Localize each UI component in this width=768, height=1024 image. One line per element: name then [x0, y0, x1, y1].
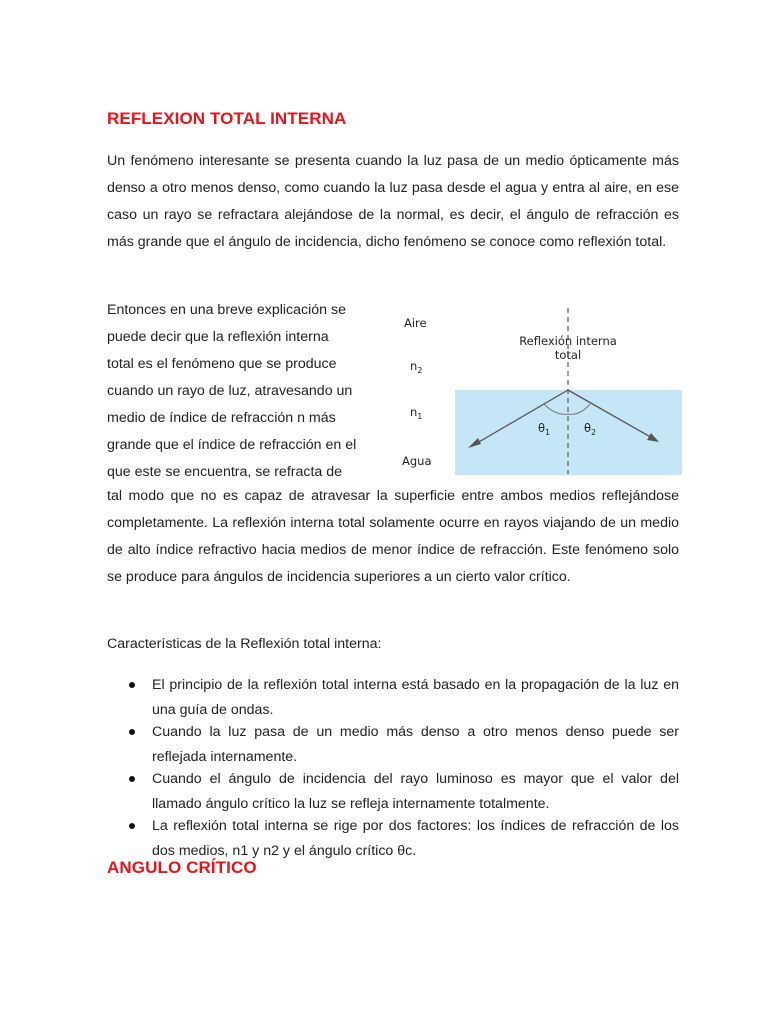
explanation-line: medio de índice de refracción n más: [107, 410, 336, 426]
diagram-svg: [392, 304, 682, 478]
explanation-line: Entonces en una breve explicación se: [107, 302, 346, 318]
explanation-line: que este se encuentra, se refracta de: [107, 464, 343, 480]
list-item: El principio de la reflexión total interna está basado en la propagación de la luz en una guía de ondas.: [107, 673, 679, 720]
n2-label: $n_2$: [410, 359, 423, 375]
heading-reflexion-total-interna: REFLEXION TOTAL INTERNA: [107, 109, 347, 128]
explanation-line: cuando un rayo de luz, atravesando un: [107, 383, 353, 399]
theta2-label: $\theta_2$: [584, 421, 597, 437]
list-item: Cuando el ángulo de incidencia del rayo luminoso es mayor que el valor del llamado ángulo crítico la luz se refleja internamente totalmente.: [107, 767, 679, 814]
paragraph-explanation-continued: tal modo que no es capaz de atravesar la superficie entre ambos medios reflejándose completamente. La reflexión interna total solamente ocurre en rayos viajando de un medio de alto índice refractivo hacia medios de menor índice de refracción. Este fenómeno solo se produce para ángulos de incidencia superiores a un cierto valor crítico.: [107, 488, 679, 585]
diagram-title-line1: Reflexión interna: [519, 334, 617, 348]
characteristics-title: Características de la Reflexión total interna:: [107, 636, 382, 652]
paragraph-explanation-start: [107, 297, 374, 486]
diagram-title-line2: total: [554, 348, 582, 362]
n1-label: $n_1$: [410, 405, 423, 421]
explanation-line: grande que el índice de refracción en el: [107, 437, 357, 453]
air-label: Aire: [404, 316, 427, 330]
bullet-dot: [129, 776, 135, 782]
water-label: Agua: [402, 454, 432, 468]
list-item: La reflexión total interna se rige por dos factores: los índices de refracción de los dos medios, n1 y n2 y el ángulo crítico θc.: [107, 814, 679, 861]
explanation-line: puede decir que la reflexión interna: [107, 329, 329, 345]
bullet-dot: [129, 682, 135, 688]
heading-angulo-critico: ANGULO CRÍTICO: [107, 858, 257, 877]
total-internal-reflection-diagram: [392, 304, 682, 478]
bullet-dot: [129, 823, 135, 829]
paragraph-intro: Un fenómeno interesante se presenta cuando la luz pasa de un medio ópticamente más denso a otro menos denso, como cuando la luz pasa desde el agua y entra al aire, en ese caso un rayo se refractara alejándose de la normal, es decir, el ángulo de refracción es más grande que el ángulo de incidencia, dicho fenómeno se conoce como reflexión total.: [107, 153, 679, 250]
explanation-line: total es el fenómeno que se produce: [107, 356, 337, 372]
characteristics-list: [107, 673, 679, 861]
list-item: Cuando la luz pasa de un medio más denso a otro menos denso puede ser reflejada internamente.: [107, 720, 679, 767]
theta1-label: $\theta_1$: [538, 421, 551, 437]
bullet-dot: [129, 729, 135, 735]
